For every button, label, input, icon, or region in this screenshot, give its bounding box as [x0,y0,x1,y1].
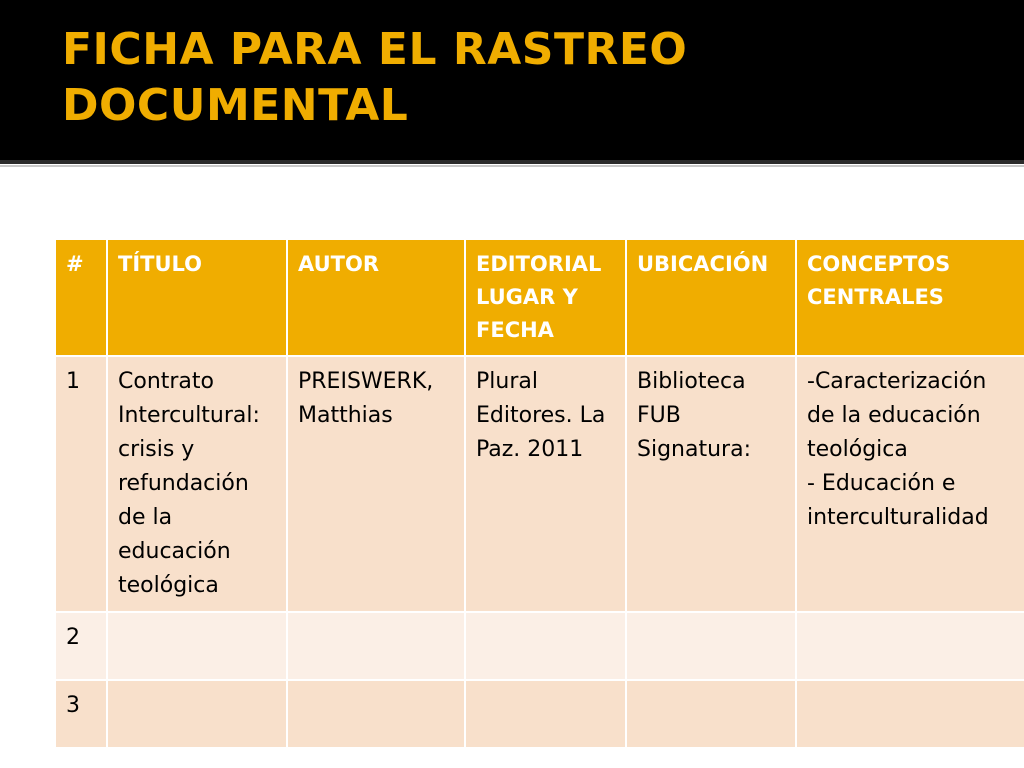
table-header-row [55,239,1024,356]
header-text: AUTOR [298,252,380,276]
header-text: LUGAR Y [476,285,578,309]
title-divider [0,160,1024,164]
cell-autor [287,680,465,748]
header-text: UBICACIÓN [637,252,769,276]
cell-number [55,612,107,680]
cell-autor [287,356,465,612]
cell-text: crisis y [118,437,195,462]
cell-text: Contrato [118,369,215,394]
header-titulo [107,239,287,356]
cell-text: de la educación [807,403,981,428]
cell-text: FUB [637,403,681,428]
table-row [55,356,1024,612]
cell-text: Editores. La [476,403,606,428]
cell-text: 1 [66,369,80,394]
cell-text: Matthias [298,403,393,428]
cell-titulo [107,680,287,748]
table-row [55,612,1024,680]
cell-text: Intercultural: [118,403,260,428]
table-row [55,680,1024,748]
slide-title [62,22,687,134]
cell-text: -Caracterización [807,369,987,394]
header-ubicacion [626,239,796,356]
cell-text: Paz. 2011 [476,437,584,462]
cell-titulo [107,612,287,680]
cell-number [55,356,107,612]
header-text: TÍTULO [118,252,202,276]
cell-text: de la [118,505,173,530]
cell-text: interculturalidad [807,505,989,530]
header-text: FECHA [476,318,554,342]
cell-text: educación [118,539,231,564]
cell-text: teológica [118,573,219,598]
header-number [55,239,107,356]
cell-conceptos [796,356,1024,612]
header-conceptos [796,239,1024,356]
cell-text: 2 [66,625,80,650]
document-tracking-table [54,238,1024,749]
title-band [0,0,1024,160]
cell-text: PREISWERK, [298,369,434,394]
header-text: CONCEPTOS [807,252,951,276]
cell-ubicacion [626,680,796,748]
header-text: # [66,252,84,276]
cell-editorial [465,680,626,748]
header-editorial [465,239,626,356]
cell-text: Biblioteca [637,369,746,394]
cell-number [55,680,107,748]
cell-conceptos [796,612,1024,680]
cell-text: Plural [476,369,538,394]
cell-ubicacion [626,356,796,612]
cell-autor [287,612,465,680]
cell-titulo [107,356,287,612]
cell-text: refundación [118,471,249,496]
cell-editorial [465,612,626,680]
cell-conceptos [796,680,1024,748]
title-divider-shadow [0,165,1024,167]
cell-ubicacion [626,612,796,680]
cell-text: teológica [807,437,908,462]
header-autor [287,239,465,356]
slide-title-line: DOCUMENTAL [62,80,409,131]
header-text: CENTRALES [807,285,944,309]
header-text: EDITORIAL [476,252,602,276]
slide-title-line: FICHA PARA EL RASTREO [62,24,688,75]
cell-text: 3 [66,693,80,718]
cell-editorial [465,356,626,612]
cell-text: - Educación e [807,471,956,496]
cell-text: Signatura: [637,437,751,462]
